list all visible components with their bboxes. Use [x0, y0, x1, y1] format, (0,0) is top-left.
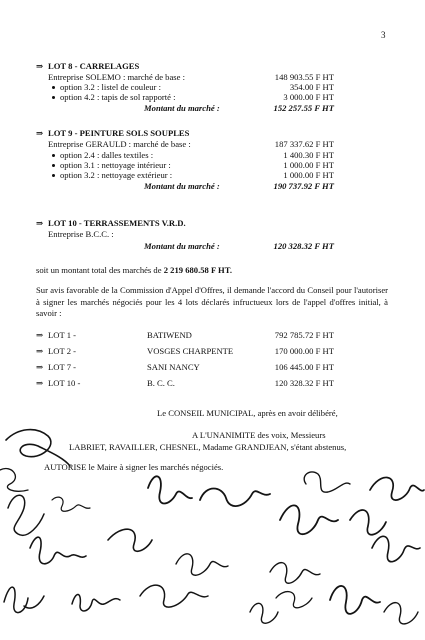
arrow-icon: ⇒ [36, 128, 44, 138]
negotiated-company: B. C. C. [147, 378, 175, 388]
bullet-icon [52, 164, 55, 167]
signature-right-lower [270, 536, 420, 607]
total-sentence [36, 265, 232, 275]
lot8-heading [36, 61, 139, 71]
signature-left-bottom [4, 587, 44, 612]
lot8-total-amount: 152 257.55 F HT [273, 103, 334, 113]
arrow-icon: ⇒ [36, 218, 44, 228]
signature-center-mid [108, 529, 228, 575]
lot9-total-amount: 190 737.92 F HT [273, 181, 334, 191]
lot9-heading [36, 128, 189, 138]
negotiated-lot [36, 378, 80, 388]
lot9-heading-text: LOT 9 - PEINTURE SOLS SOUPLES [48, 128, 190, 138]
lot8-option-amount: 354.00 F HT [289, 82, 334, 92]
signature-right-mid [280, 505, 386, 534]
arrow-icon: ⇒ [36, 346, 44, 356]
lot9-base-amount: 187 337.62 F HT [274, 139, 334, 149]
negotiated-lot [36, 362, 76, 372]
lot8-total-label: Montant du marché : [144, 103, 220, 113]
lot8-heading-text: LOT 8 - CARRELAGES [48, 61, 140, 71]
lot10-heading-text: LOT 10 - TERRASSEMENTS V.R.D. [48, 218, 186, 228]
signature-right-bottom [250, 586, 418, 624]
lot9-option-label: option 2.4 : dalles textiles : [60, 150, 154, 160]
lot8-enterprise: Entreprise SOLEMO : marché de base : [48, 72, 185, 82]
bullet-icon [52, 96, 55, 99]
lot9-total-label: Montant du marché : [144, 181, 220, 191]
lot9-option-label: option 3.1 : nettoyage intérieur : [60, 160, 171, 170]
abstention-line: LABRIET, RAVAILLER, CHESNEL, Madame GRANDJEAN, s'étant abstenus, [69, 442, 347, 452]
signature-left-lower [30, 537, 86, 564]
lot9-option-amount: 1 400.30 F HT [283, 150, 334, 160]
negotiated-lot-label: LOT 1 - [48, 330, 77, 340]
negotiated-company: BATIWEND [147, 330, 192, 340]
negotiated-lot [36, 346, 76, 356]
negotiated-lot-label: LOT 2 - [48, 346, 77, 356]
signature-left-top [0, 430, 70, 492]
negotiated-lot-label: LOT 7 - [48, 362, 77, 372]
arrow-icon: ⇒ [36, 378, 44, 388]
total-sentence-prefix: soit un montant total des marchés de [36, 265, 162, 275]
signature-right-top [304, 472, 424, 500]
negotiated-lot-label: LOT 10 - [48, 378, 81, 388]
lot8-option-label: option 3.2 : listel de couleur : [60, 82, 161, 92]
authorization-paragraph: Sur avis favorable de la Commission d'Appel d'Offres, il demande l'accord du Conseil pour l'autoriser à signer les marchés négociés pour les 4 lots déclarés infructueux lors de l'appel d'offres initial, à savoir : [36, 285, 388, 318]
lot10-heading [36, 218, 186, 228]
negotiated-amount: 170 000.00 F HT [274, 346, 334, 356]
signature-center-bottom [140, 585, 208, 607]
total-sentence-amount: 2 219 680.58 F HT. [163, 265, 232, 275]
page-number: 3 [381, 30, 386, 40]
lot8-option-amount: 3 000.00 F HT [283, 92, 334, 102]
lot10-total-label: Montant du marché : [144, 241, 220, 251]
signature-center-bottom-left [72, 594, 120, 610]
signature-left-mid [8, 495, 90, 535]
lot9-enterprise: Entreprise GERAULD : marché de base : [48, 139, 191, 149]
negotiated-company: SANI NANCY [147, 362, 200, 372]
lot9-option-amount: 1 000.00 F HT [283, 160, 334, 170]
council-line: Le CONSEIL MUNICIPAL, après en avoir délibéré, [157, 408, 338, 418]
lot10-enterprise: Entreprise B.C.C. : [48, 229, 114, 239]
arrow-icon: ⇒ [36, 61, 44, 71]
negotiated-lot [36, 330, 76, 340]
lot9-option-label: option 3.2 : nettoyage extérieur : [60, 170, 173, 180]
arrow-icon: ⇒ [36, 362, 44, 372]
signature-center-top [148, 476, 270, 506]
lot8-base-amount: 148 903.55 F HT [274, 72, 334, 82]
lot10-total-amount: 120 328.32 F HT [273, 241, 334, 251]
lot8-option-label: option 4.2 : tapis de sol rapporté : [60, 92, 176, 102]
negotiated-company: VOSGES CHARPENTE [147, 346, 234, 356]
bullet-icon [52, 86, 55, 89]
lot9-option-amount: 1 000.00 F HT [283, 170, 334, 180]
negotiated-amount: 120 328.32 F HT [274, 378, 334, 388]
bullet-icon [52, 174, 55, 177]
unanimity-line: A L'UNANIMITE des voix, Messieurs [192, 430, 326, 440]
bullet-icon [52, 154, 55, 157]
authorize-line: AUTORISE le Maire à signer les marchés négociés. [44, 462, 224, 472]
negotiated-amount: 792 785.72 F HT [274, 330, 334, 340]
arrow-icon: ⇒ [36, 330, 44, 340]
negotiated-amount: 106 445.00 F HT [274, 362, 334, 372]
